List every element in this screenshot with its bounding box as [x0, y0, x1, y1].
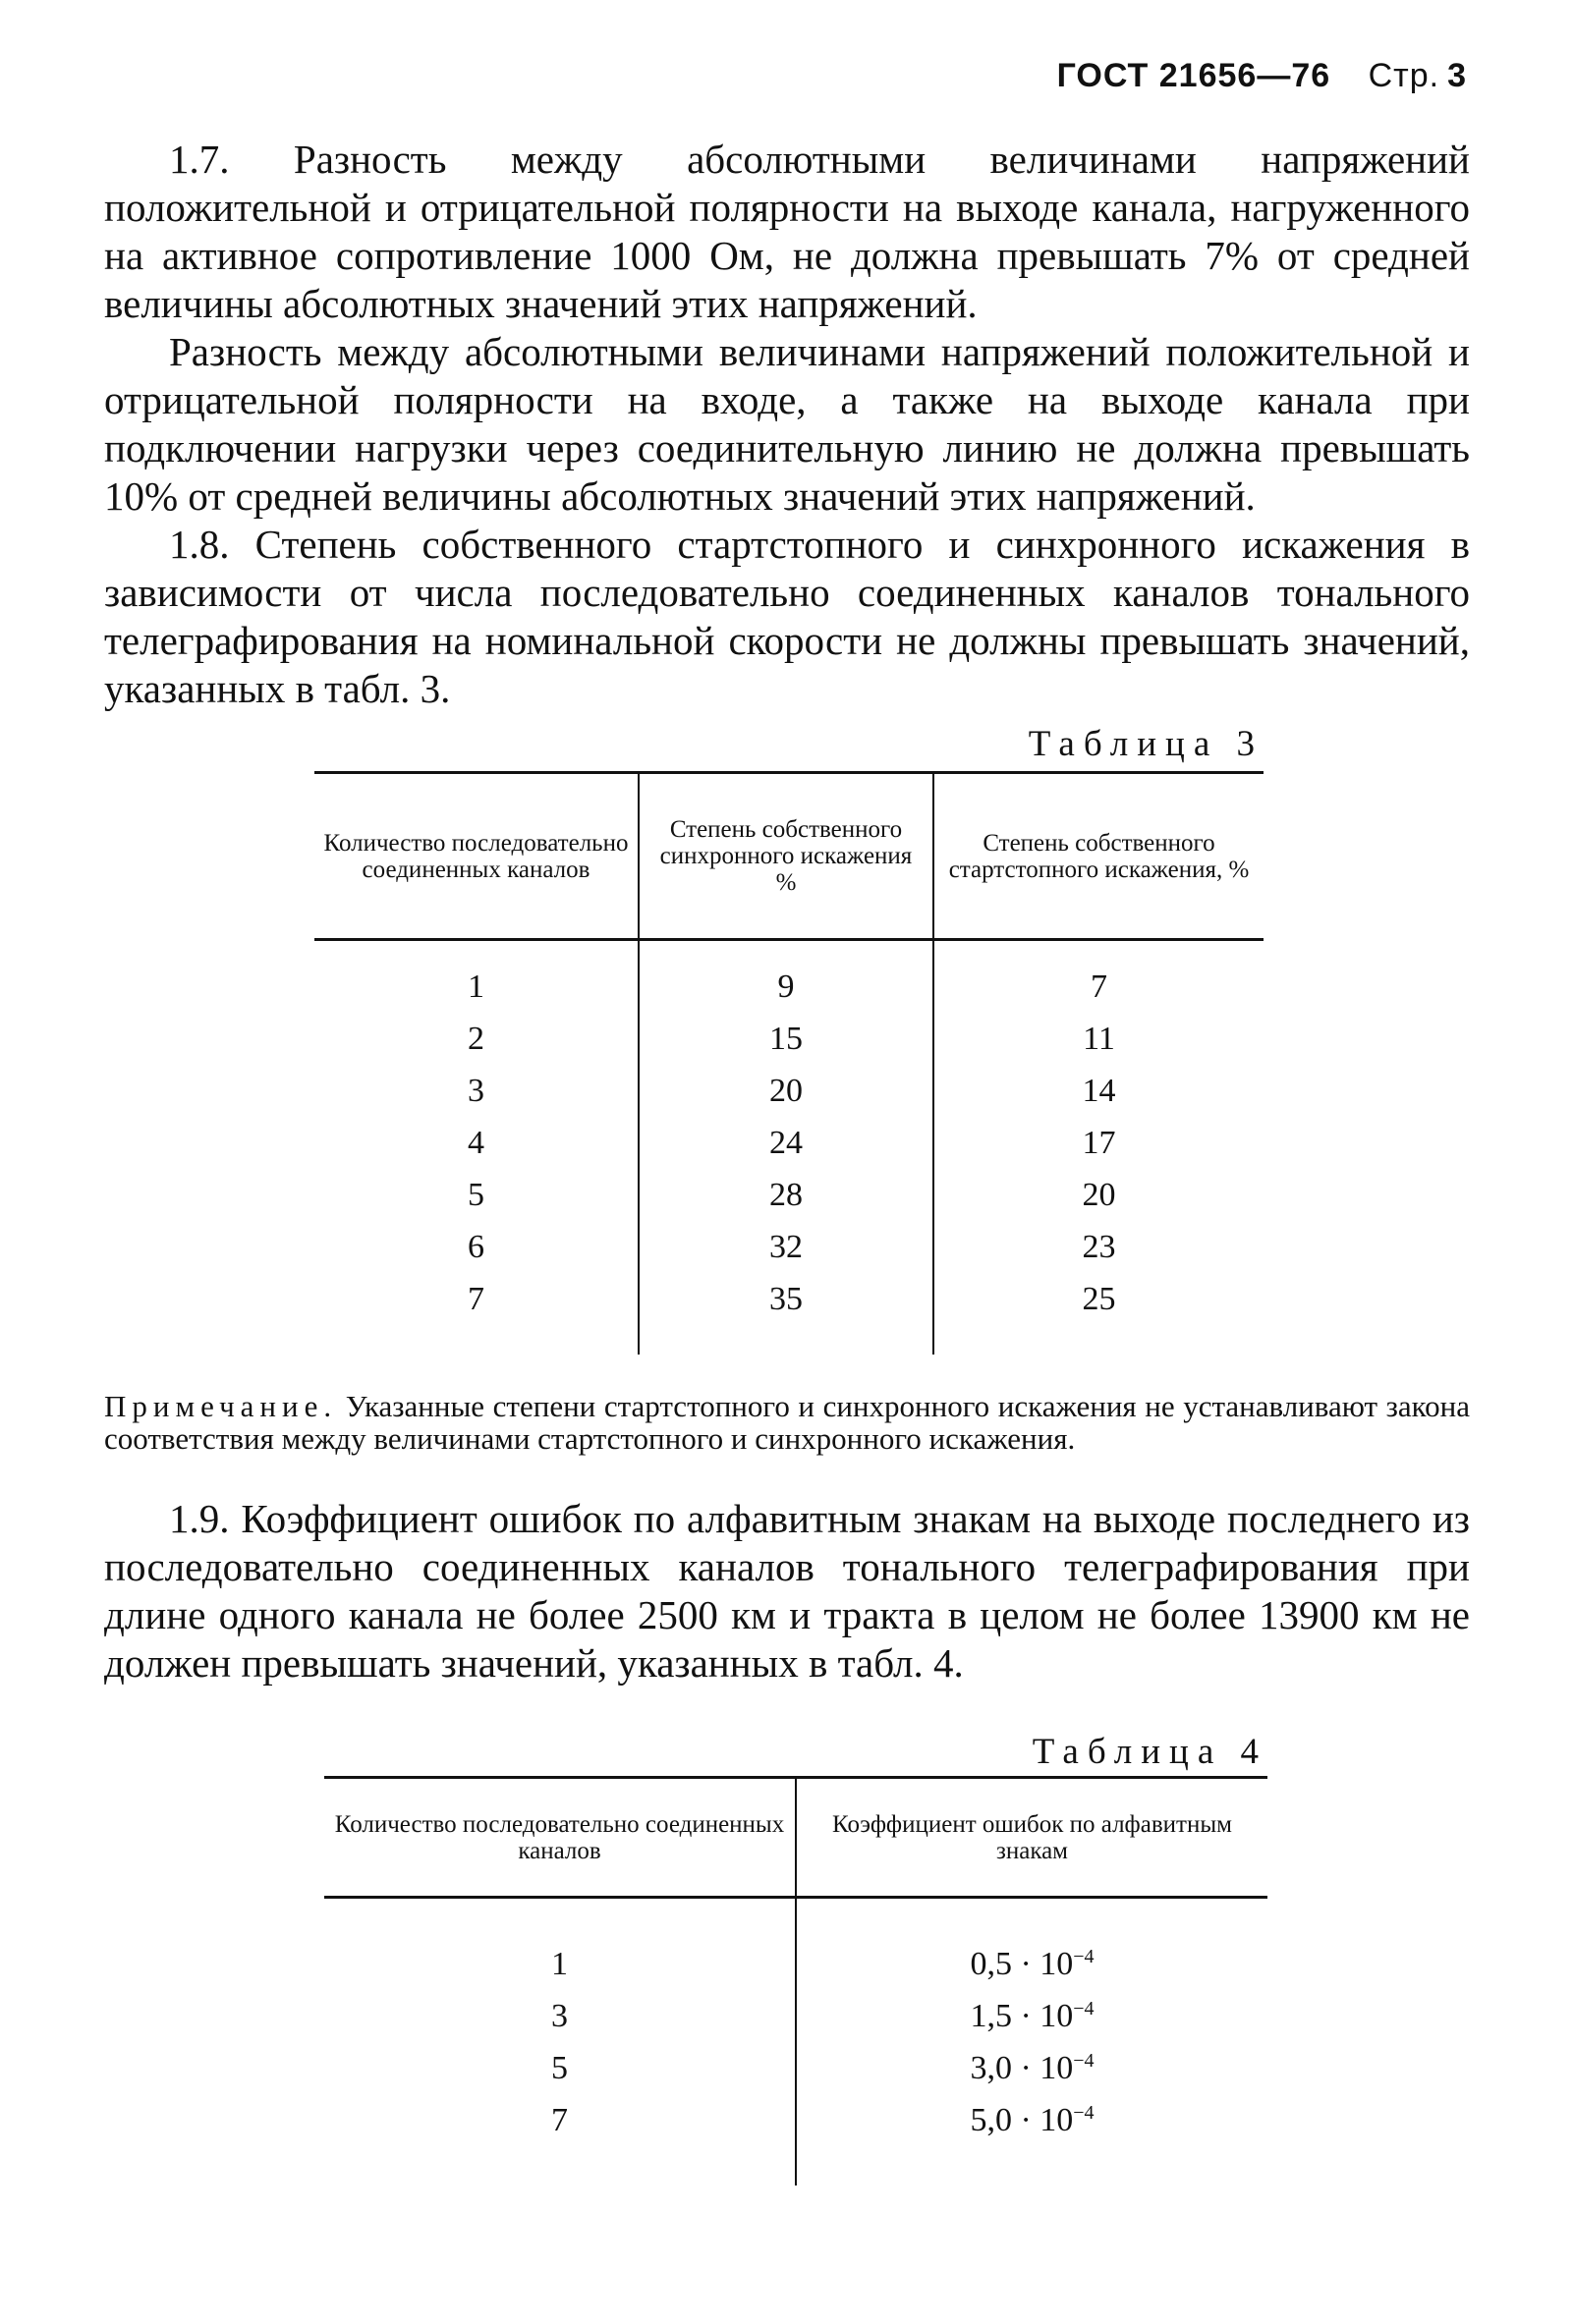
table3-header-sync: Степень собственного синхронного искажения % [639, 773, 933, 940]
note-text: Указанные степени стартстопного и синхронного искажения не устанавливают закона соответствия между величинами стартстопного и синхронного искажения. [104, 1389, 1470, 1456]
cell-channels: 7 [551, 2101, 568, 2138]
cell-sync: 20 [639, 1065, 933, 1117]
cell-startstop: 17 [933, 1117, 1264, 1169]
table3-title: Таблица 3 [1028, 724, 1264, 764]
coef-mantissa: 0,5 · 10 [970, 1945, 1074, 1982]
cell-sync: 9 [639, 940, 933, 1014]
table3-note [104, 1390, 1470, 1455]
cell-startstop: 23 [933, 1221, 1264, 1273]
table-row [314, 1169, 1264, 1221]
table-row [314, 1013, 1264, 1065]
coef-mantissa: 5,0 · 10 [970, 2101, 1074, 2138]
table-row [324, 1990, 1267, 2042]
cell-coef [796, 2094, 1267, 2146]
table3-header-startstop: Степень собственного стартстопного искажения, % [933, 773, 1264, 940]
page-indicator [1369, 57, 1467, 94]
cell-channels: 3 [468, 1072, 484, 1109]
coef-exponent: −4 [1073, 1945, 1095, 1967]
page-label: Стр. [1368, 57, 1440, 94]
coef-mantissa: 3,0 · 10 [970, 2049, 1074, 2086]
cell-coef [796, 2042, 1267, 2094]
cell-channels: 5 [551, 2049, 568, 2086]
page-header [1057, 57, 1467, 95]
table4-header-channels: Количество последовательно соединенных каналов [334, 1810, 785, 1864]
paragraph-1-7: 1.7. Разность между абсолютными величинами напряжений положительной и отрицательной полярности на выходе канала, нагруженного на активное сопротивление 1000 Ом, не должна превышать 7% от средней величины абсолютных значений этих напряжений. [104, 137, 1470, 326]
table3-header-channels: Количество последовательно соединенных каналов [323, 829, 629, 883]
cell-sync: 24 [639, 1117, 933, 1169]
note-label: Примечание. [104, 1389, 338, 1423]
table4-header-row [324, 1778, 1267, 1898]
coef-mantissa: 1,5 · 10 [970, 1997, 1074, 2034]
cell-coef [796, 1990, 1267, 2042]
cell-startstop: 11 [933, 1013, 1264, 1065]
cell-channels: 7 [468, 1280, 484, 1317]
coef-exponent: −4 [1073, 2101, 1095, 2124]
cell-sync: 35 [639, 1273, 933, 1325]
table-row [314, 1273, 1264, 1325]
table4-title: Таблица 4 [1032, 1732, 1267, 1772]
cell-sync: 32 [639, 1221, 933, 1273]
table-3 [314, 771, 1264, 1355]
cell-channels: 1 [551, 1945, 568, 1982]
cell-sync: 15 [639, 1013, 933, 1065]
cell-startstop: 7 [933, 940, 1264, 1014]
cell-startstop: 20 [933, 1169, 1264, 1221]
cell-sync: 28 [639, 1169, 933, 1221]
table-row [324, 2042, 1267, 2094]
coef-exponent: −4 [1073, 2049, 1095, 2072]
cell-channels: 1 [468, 968, 484, 1005]
table-row [324, 2094, 1267, 2146]
table-row-spacer [324, 2146, 1267, 2186]
table-row [314, 1117, 1264, 1169]
paragraph-1-7-continued: Разность между абсолютными величинами напряжений положительной и отрицательной полярности на входе, а также на выходе канала при подключении нагрузки через соединительную линию не должна превышать 10% от средней величины абсолютных значений этих напряжений. [104, 329, 1470, 519]
cell-channels: 3 [551, 1997, 568, 2034]
section-1-9 [104, 1495, 1470, 1688]
table-row [324, 1938, 1267, 1990]
table4-header-coef: Коэффициент ошибок по алфавитным знакам [796, 1778, 1267, 1898]
cell-coef [796, 1938, 1267, 1990]
cell-channels: 6 [468, 1228, 484, 1265]
cell-channels: 4 [468, 1124, 484, 1161]
page-number: 3 [1447, 57, 1467, 94]
table-row-spacer [324, 1898, 1267, 1939]
table-row [314, 1065, 1264, 1117]
table-row [314, 1221, 1264, 1273]
cell-channels: 2 [468, 1020, 484, 1057]
section-1-7 [104, 136, 1470, 713]
table-4 [324, 1776, 1267, 2186]
cell-startstop: 14 [933, 1065, 1264, 1117]
table3-header-row [314, 773, 1264, 940]
paragraph-1-8: 1.8. Степень собственного стартстопного и синхронного искажения в зависимости от числа последовательно соединенных каналов тонального телеграфирования на номинальной скорости не должны превышать значений, указанных в табл. 3. [104, 522, 1470, 711]
cell-channels: 5 [468, 1176, 484, 1213]
table-row-spacer [314, 1325, 1264, 1355]
standard-number: ГОСТ 21656—76 [1056, 57, 1331, 94]
coef-exponent: −4 [1073, 1997, 1095, 2020]
cell-startstop: 25 [933, 1273, 1264, 1325]
paragraph-1-9: 1.9. Коэффициент ошибок по алфавитным знакам на выходе последнего из последовательно соединенных каналов тонального телеграфирования при длине одного канала не более 2500 км и тракта в целом не более 13900 км не должен превышать значений, указанных в табл. 4. [104, 1496, 1470, 1686]
table-row [314, 940, 1264, 1014]
